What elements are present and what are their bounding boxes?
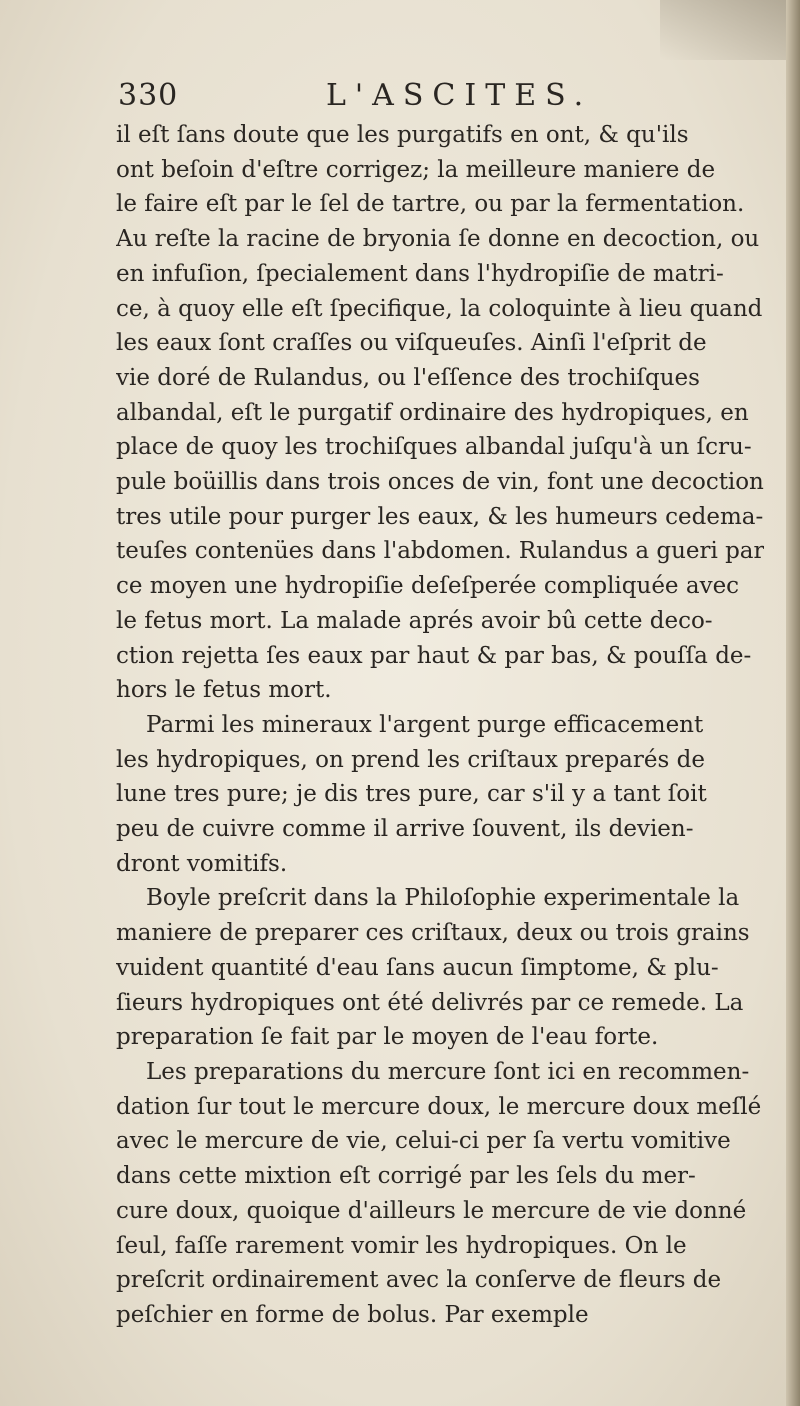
text-line: teuſes contenües dans l'abdomen. Rulandus a gueri par xyxy=(116,538,764,565)
text-line: cure doux, quoique d'ailleurs le mercure de vie donné xyxy=(116,1197,747,1224)
text-line: ſeul, faſſe rarement vomir les hydropiques. On le xyxy=(116,1232,687,1259)
text-line: lune tres pure; je dis tres pure, car s'il y a tant ſoit xyxy=(116,781,707,808)
page-edge xyxy=(786,0,800,1406)
text-line: en infuſion, ſpecialement dans l'hydropiſie de matri- xyxy=(116,260,724,287)
text-line: preparation ſe fait par le moyen de l'eau forte. xyxy=(116,1024,659,1051)
page-shadow xyxy=(660,0,800,60)
text-line: les eaux ſont craſſes ou viſqueuſes. Ainſi l'eſprit de xyxy=(116,330,707,357)
text-line: peu de cuivre comme il arrive ſouvent, ils devien- xyxy=(116,816,694,843)
text-line: le fetus mort. La malade aprés avoir bû cette deco- xyxy=(116,607,713,634)
text-line: ſieurs hydropiques ont été delivrés par ce remede. La xyxy=(116,989,744,1016)
text-line: maniere de preparer ces criſtaux, deux ou trois grains xyxy=(116,920,750,947)
text-line: tres utile pour purger les eaux, & les humeurs cedema- xyxy=(116,503,764,530)
text-line: le faire eſt par le ſel de tartre, ou par la fermentation. xyxy=(116,191,745,218)
body-text xyxy=(116,118,764,1333)
text-line: dront vomitifs. xyxy=(116,850,288,877)
text-line: avec le mercure de vie, celui-ci per ſa vertu vomitive xyxy=(116,1128,731,1155)
text-line: dans cette mixtion eſt corrigé par les ſels du mer- xyxy=(116,1163,696,1190)
text-line: ction rejetta ſes eaux par haut & par bas, & pouſſa de- xyxy=(116,642,752,669)
text-line: il eſt ſans doute que les purgatifs en ont, & qu'ils xyxy=(116,122,689,148)
text-line: albandal, eſt le purgatif ordinaire des hydropiques, en xyxy=(116,399,749,426)
text-line: Parmi les mineraux l'argent purge efficacement xyxy=(146,711,704,738)
text-line: vuident quantité d'eau ſans aucun ſimptome, & plu- xyxy=(116,954,719,981)
text-line: place de quoy les trochiſques albandal juſqu'à un ſcru- xyxy=(116,434,752,461)
running-title: L'ASCITES. xyxy=(326,78,593,113)
text-line: Boyle preſcrit dans la Philoſophie experimentale la xyxy=(146,885,740,912)
text-line: dation ſur tout le mercure doux, le mercure doux meſlé xyxy=(116,1093,762,1120)
text-line: preſcrit ordinairement avec la conſerve de fleurs de xyxy=(116,1267,722,1294)
text-line: pule boüillis dans trois onces de vin, font une decoction xyxy=(116,469,764,496)
page-header xyxy=(118,78,778,120)
text-line: ont beſoin d'eſtre corrigez; la meilleure maniere de xyxy=(116,156,716,183)
text-line: les hydropiques, on prend les criſtaux preparés de xyxy=(116,746,705,773)
text-line: vie doré de Rulandus, ou l'eſſence des trochiſques xyxy=(116,364,700,391)
text-line: ce moyen une hydropiſie deſeſperée compliquée avec xyxy=(116,573,740,600)
text-line: Les preparations du mercure ſont ici en recommen- xyxy=(146,1058,750,1085)
text-line: Au reſte la racine de bryonia ſe donne en decoction, ou xyxy=(116,226,760,253)
page-number: 330 xyxy=(118,78,179,113)
text-line: peſchier en forme de bolus. Par exemple xyxy=(116,1301,589,1328)
text-line: ce, à quoy elle eſt ſpecifique, la coloquinte à lieu quand xyxy=(116,295,763,322)
text-line: hors le fetus mort. xyxy=(116,677,332,704)
